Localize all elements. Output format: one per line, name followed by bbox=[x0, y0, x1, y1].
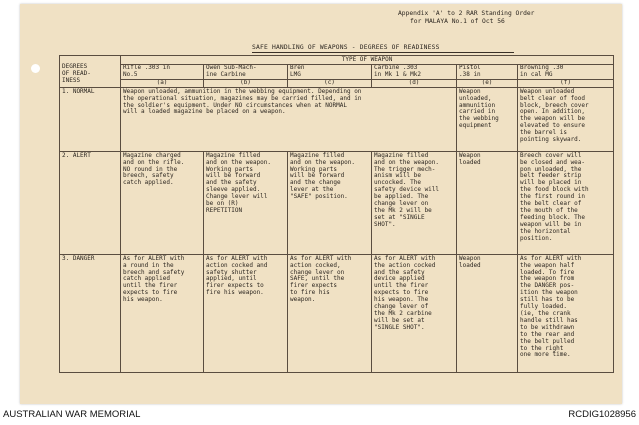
row-alert bbox=[60, 151, 614, 254]
normal-browning-cell: Weapon unloaded belt clear of food block, breech cover open. In addition, the weapon will be elevated to ensure the barrel is pointing skyward. bbox=[518, 87, 614, 151]
degree-alert: 2. ALERT bbox=[60, 151, 121, 254]
alert-rifle-cell: Magazine charged and on the rifle. NO round in the breech, safety catch applied. bbox=[121, 151, 204, 254]
weapon-code: (a) bbox=[121, 79, 204, 87]
title-underline bbox=[252, 52, 514, 53]
type-header-row bbox=[60, 56, 614, 65]
danger-browning-cell: As for ALERT with the weapon half loaded. To fire the weapon from the DANGER pos- ition the weapon still has to be fully loaded. (ie, the crank handle still has to be withdrawn to the rear and the belt pulled to the right one more time. bbox=[518, 254, 614, 372]
alert-owen-cell: Magazine filled and on the weapon. Working parts will be forward and the safety sleeve applied. Change lever will be on (R) REPETITION bbox=[204, 151, 288, 254]
normal-pistol-cell: Weapon unloaded, ammunition carried in the webbing equipment bbox=[457, 87, 518, 151]
danger-rifle-cell: As for ALERT with a round in the breech and safety catch applied until the firer expects to fire his weapon. bbox=[121, 254, 204, 372]
row-danger bbox=[60, 254, 614, 372]
document-title: SAFE HANDLING OF WEAPONS - DEGREES OF READINESS bbox=[252, 44, 440, 51]
normal-merged-cell: Weapon unloaded, ammunition in the webbing equipment. Depending on the operational situation, magazines may be carried filled, and in the soldier's equipment. Under NO circumstances when at NORMAL will a loaded magazine be placed on a weapon. bbox=[121, 87, 457, 151]
order-reference: for MALAYA No.1 of Oct 56 bbox=[410, 18, 505, 25]
weapon-name-bren: Bren LMG bbox=[288, 65, 372, 80]
archive-credit: AUSTRALIAN WAR MEMORIAL bbox=[3, 409, 141, 420]
weapon-code-row bbox=[60, 79, 614, 87]
type-of-weapon-header: TYPE OF WEAPON bbox=[121, 56, 614, 65]
danger-pistol-cell: Weapon loaded bbox=[457, 254, 518, 372]
appendix-reference: Appendix 'A' to 2 RAR Standing Order bbox=[398, 10, 535, 17]
weapon-code: (b) bbox=[204, 79, 288, 87]
alert-carbine-cell: Magazine filled and on the weapon. The trigger mech- anism will be uncocked. The safety device will be applied. The change lever on the Mk 2 will be set at "SINGLE SHOT". bbox=[372, 151, 457, 254]
danger-carbine-cell: As for ALERT with the action cocked and the safety device applied until the firer expects to fire his weapon. The change lever of the Mk 2 carbine will be set at "SINGLE SHOT". bbox=[372, 254, 457, 372]
weapon-code: (f) bbox=[518, 79, 614, 87]
degrees-header: DEGREES OF READ- INESS bbox=[60, 56, 121, 88]
archive-record-id: RCDIG1028956 bbox=[568, 409, 636, 420]
weapon-code: (d) bbox=[372, 79, 457, 87]
danger-bren-cell: As for ALERT with action cocked, change lever on SAFE, until the firer expects to fire his weapon. bbox=[288, 254, 372, 372]
degree-danger: 3. DANGER bbox=[60, 254, 121, 372]
weapon-code: (c) bbox=[288, 79, 372, 87]
punch-hole bbox=[31, 64, 40, 73]
weapon-name-carbine: Carbine .303 in Mk 1 & Mk2 bbox=[372, 65, 457, 80]
weapon-name-pistol: Pistol .38 in bbox=[457, 65, 518, 80]
danger-owen-cell: As for ALERT with action cocked and safety shutter applied, until firer expects to fire his weapon. bbox=[204, 254, 288, 372]
alert-bren-cell: Magazine filled and on the weapon. Working parts will be forward and the change lever at the "SAFE" position. bbox=[288, 151, 372, 254]
alert-pistol-cell: Weapon loaded bbox=[457, 151, 518, 254]
alert-browning-cell: Breech cover will be closed and wea- pon unloaded, the belt feeder strip will be placed in the food block with the first round in the belt clear of the mouth of the feeding block. The weapon will be in the horizontal position. bbox=[518, 151, 614, 254]
weapon-name-browning: Browning .30 in cal MG bbox=[518, 65, 614, 80]
document-page bbox=[20, 4, 622, 404]
row-normal bbox=[60, 87, 614, 151]
weapon-name-owen: Owen Sub-Mach- ine Carbine bbox=[204, 65, 288, 80]
readiness-table bbox=[59, 55, 614, 373]
weapon-name-rifle: Rifle .303 in No.5 bbox=[121, 65, 204, 80]
weapon-code: (e) bbox=[457, 79, 518, 87]
weapon-name-row bbox=[60, 65, 614, 80]
degree-normal: 1. NORMAL bbox=[60, 87, 121, 151]
